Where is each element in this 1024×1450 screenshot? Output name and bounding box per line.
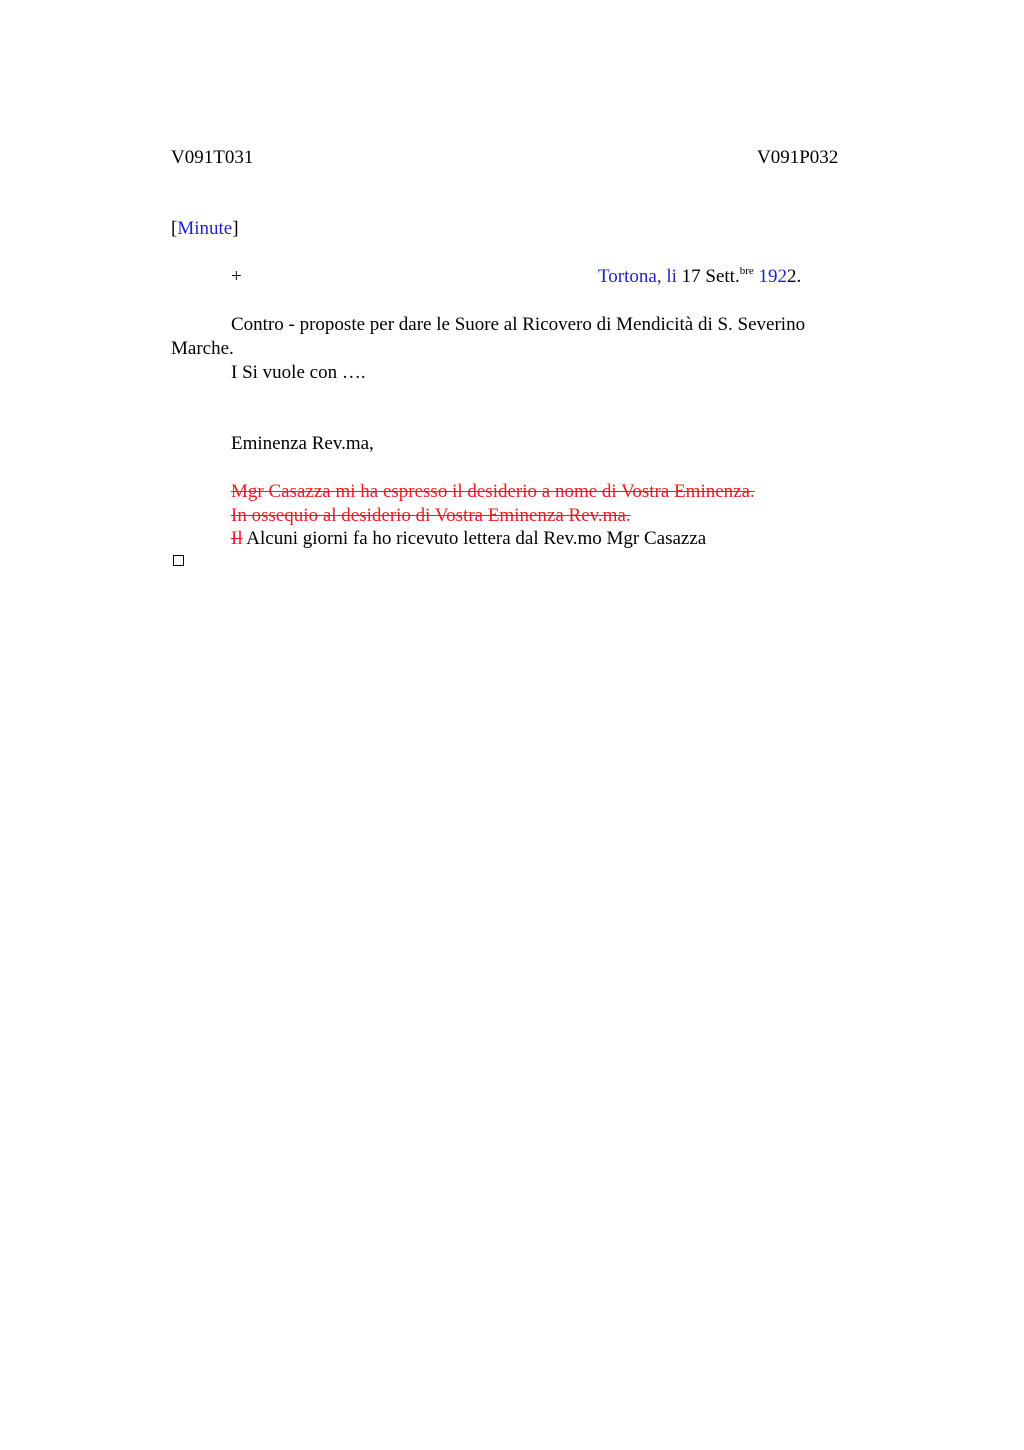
deleted-line-2: In ossequio al desiderio di Vostra Eminenza Rev.ma. [231, 505, 631, 526]
body-line-3-text: Alcuni giorni fa ho ricevuto lettera dal Rev.mo Mgr Casazza [242, 528, 707, 549]
bracket-open: [ [171, 218, 178, 239]
minute-label [171, 217, 239, 241]
dateline-place: Tortona, li [598, 266, 677, 287]
minute-label-text: Minute [177, 218, 233, 239]
dateline [598, 265, 801, 289]
checkbox-icon[interactable] [173, 555, 184, 566]
dateline-day-month: 17 Sett. [676, 266, 740, 287]
deleted-line-1: Mgr Casazza mi ha espresso il desiderio a nome di Vostra Eminenza. [231, 481, 755, 502]
header-left-code: V091T031 [171, 147, 254, 168]
salutation: Eminenza Rev.ma, [231, 433, 374, 454]
body-line-3 [231, 527, 706, 551]
dateline-year-blue: 192 [753, 266, 787, 287]
deleted-word: Il [231, 528, 243, 549]
subject-line-1: Contro - proposte per dare le Suore al Ricovero di Mendicità di S. Severino [231, 314, 806, 335]
subject-line-3: I Si vuole con …. [231, 362, 366, 383]
cross-symbol: + [231, 266, 242, 287]
dateline-year-black: 2. [787, 266, 802, 287]
subject-line-2: Marche. [171, 338, 234, 359]
header-right-code: V091P032 [757, 147, 839, 168]
dateline-month-sup: bre [739, 265, 754, 277]
bracket-close: ] [232, 218, 239, 239]
